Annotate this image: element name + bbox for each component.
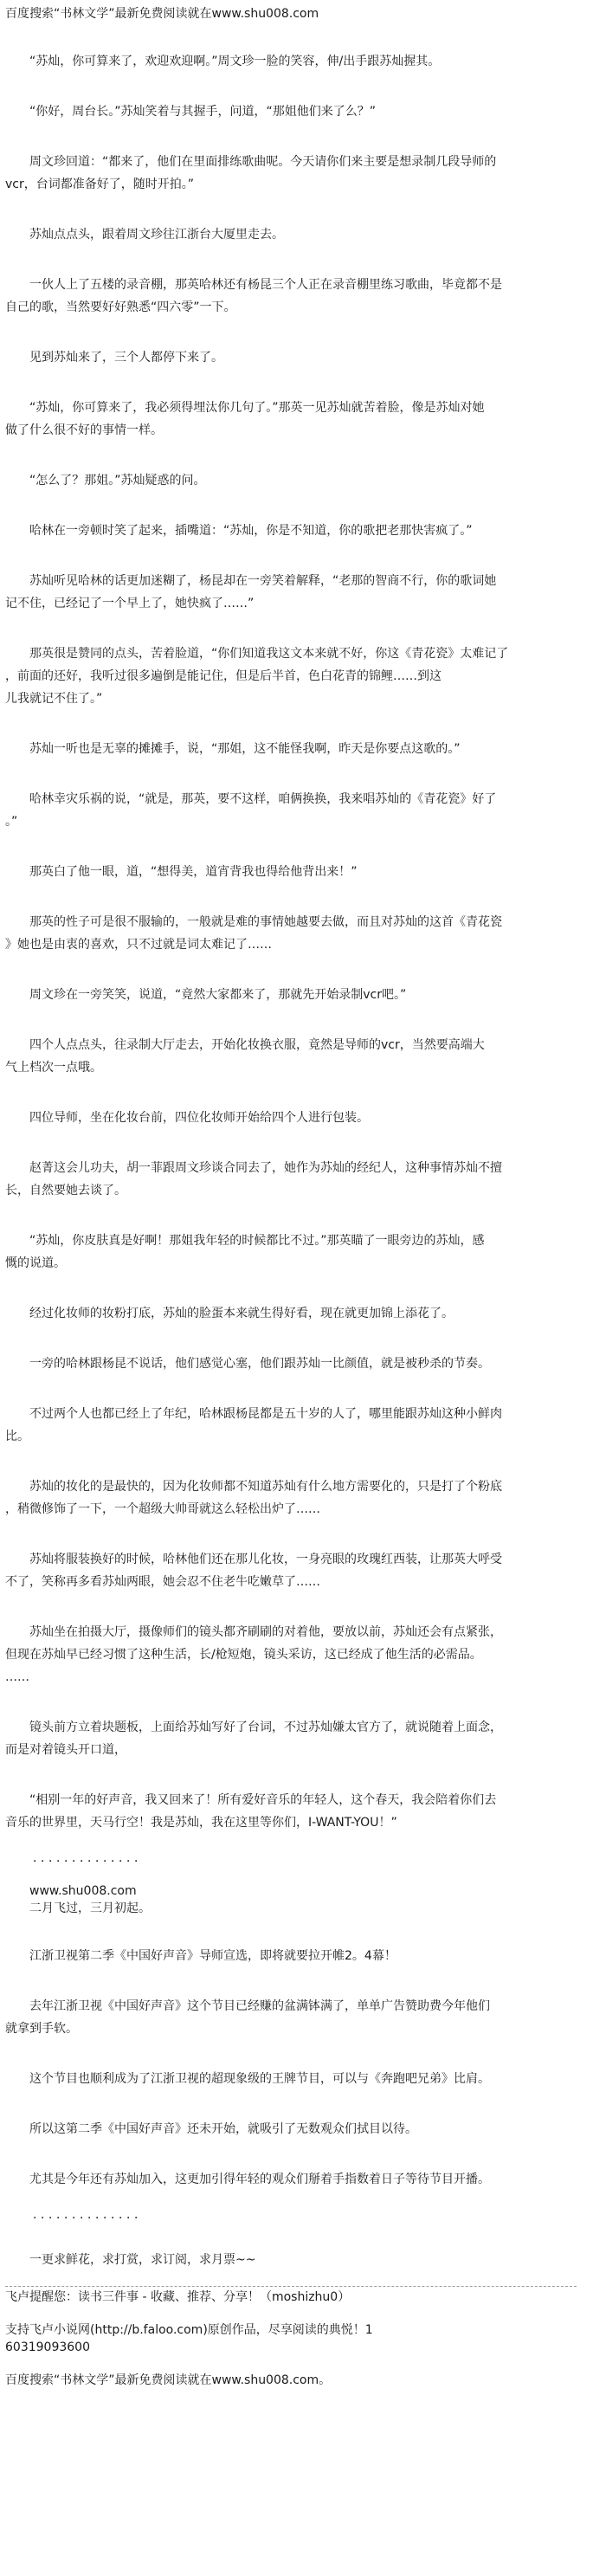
paragraph-line: …… [5,1670,29,1684]
chapter-line: 二月飞过，三月初起。 [5,1901,151,1915]
paragraph-line: 那英的性子可是很不服输的，一般就是难的事情她越要去做，而且对苏灿的这首《青花瓷 [5,915,502,929]
paragraph-line: 苏灿的妆化的是最快的，因为化妆师都不知道苏灿有什么地方需要化的，只是打了个粉底 [5,1480,502,1494]
paragraph [5,50,597,73]
paragraph-line: 尤其是今年还有苏灿加入，这更加引得年轻的观众们掰着手指数着日子等待节目开播。 [5,2172,490,2186]
paragraph [5,2068,597,2090]
paragraph [5,1353,597,1375]
footer-banner: 百度搜索“书林文学”最新免费阅读就在www.shu008.com。 [5,2373,332,2387]
paragraph [5,1995,597,2040]
paragraph-line: 这个节目也顺利成为了江浙卫视的超现象级的王牌节目，可以与《奔跑吧兄弟》比肩。 [5,2072,490,2086]
paragraph-line: 那英很是赞同的点头，苦着脸道，“你们知道我这文本来就不好，你这《青花瓷》太难记了 [5,647,509,661]
paragraph-line: 所以这第二季《中国好声音》还未开始，就吸引了无数观众们拭目以待。 [5,2122,417,2136]
paragraph-line: “苏灿，你可算来了，我必须得埋汰你几句了。”那英一见苏灿就苦着脸，像是苏灿对她 [5,401,485,415]
paragraph [5,100,597,123]
paragraph-line: 做了什么很不好的事情一样。 [5,423,163,437]
paragraph-line: “苏灿，你可算来了，欢迎欢迎啊。”周文珍一脸的笑容，伸/出手跟苏灿握其。 [5,55,441,68]
paragraph-line: 镜头前方立着块题板，上面给苏灿写好了台词，不过苏灿嫌太官方了，就说随着上面念， [5,1721,502,1734]
paragraph-line: 去年江浙卫视《中国好声音》这个节目已经赚的盆满钵满了，单单广告赞助费今年他们 [5,1999,490,2013]
article-body [5,23,597,1834]
paragraph [5,1621,597,1688]
site-line: www.shu008.com [5,1884,137,1898]
paragraph-line: 慨的说道。 [5,1256,66,1270]
paragraph-line: 自己的歌，当然要好好熟悉“四六零”一下。 [5,300,236,314]
paragraph-line: 苏灿听见哈林的话更加迷糊了，杨昆却在一旁笑着解释，“老那的智商不行，你的歌词她 [5,574,497,588]
paragraph [5,738,597,760]
paragraph [5,861,597,883]
paragraph-line: 不了，笑称再多看苏灿两眼，她会忍不住老牛吃嫩草了…… [5,1575,320,1589]
paragraph [5,223,597,246]
paragraph-line: 苏灿一听也是无辜的摊摊手，说，“那姐，这不能怪我啊，昨天是你要点这歌的。” [5,742,461,756]
paragraph-line: 哈林幸灾乐祸的说，“就是，那英，要不这样，咱俩换换，我来唱苏灿的《青花瓷》好了 [5,792,497,806]
paragraph-line: 周文珍回道：“都来了，他们在里面排练歌曲呢。今天请你们来主要是想录制几段导师的 [5,155,497,169]
paragraph-line: ，稍微修饰了一下，一个超级大帅哥就这么轻松出炉了…… [5,1502,320,1516]
paragraph [5,1034,597,1079]
paragraph-line: 赵菁这会儿功夫，胡一菲跟周文珍谈合同去了，她作为苏灿的经纪人，这种事情苏灿不擅 [5,1161,502,1175]
paragraph-line: 音乐的世界里，天马行空！我是苏灿，我在这里等你们，I-WANT-YOU！” [5,1816,397,1830]
paragraph-line: 。” [5,815,18,829]
paragraph-line: 一旁的哈林跟杨昆不说话，他们感觉心塞，他们跟苏灿一比颜值，就是被秒杀的节奏。 [5,1357,490,1371]
paragraph-line: 儿我就记不住了。” [5,692,103,706]
paragraph [5,570,597,615]
closing-line: 一更求鲜花，求打赏，求订阅，求月票~~ [5,2253,256,2267]
paragraph [5,2168,597,2191]
paragraph-line: 而是对着镜头开口道， [5,1743,126,1757]
paragraph [5,1230,597,1275]
paragraph-line: 江浙卫视第二季《中国好声音》导师宣选，即将就要拉开帷2。4幕！ [5,1949,396,1963]
paragraph [5,1302,597,1325]
paragraph-line: 》她也是由衷的喜欢，只不过就是词太难记了…… [5,938,272,952]
paragraph-line: vcr，台词都准备好了，随时开拍。” [5,178,194,191]
paragraph-line: “相别一年的好声音，我又回来了！所有爱好音乐的年轻人，这个春天，我会陪着你们去 [5,1793,497,1807]
paragraph-line: 不过两个人也都已经上了年纪，哈林跟杨昆都是五十岁的人了，哪里能跟苏灿这种小鲜肉 [5,1407,502,1421]
paragraph [5,397,597,442]
paragraph [5,1157,597,1202]
header-banner: 百度搜索“书林文学”最新免费阅读就在www.shu008.com [5,7,319,21]
paragraph [5,642,597,710]
paragraph-line: 比。 [5,1430,29,1443]
paragraph-line: 见到苏灿来了，三个人都停下来了。 [5,351,223,365]
paragraph-line: 记不住，已经记了一个早上了，她快疯了……” [5,597,255,610]
paragraph-line: 就拿到手软。 [5,2022,78,2036]
paragraph [5,1403,597,1448]
paragraph [5,984,597,1006]
paragraph-line: 周文珍在一旁笑笑，说道，“竟然大家都来了，那就先开始录制vcr吧。” [5,988,407,1002]
paragraph [5,2118,597,2140]
paragraph-line: 长，自然要她去谈了。 [5,1184,126,1198]
paragraph [5,469,597,492]
reminder-line: 飞卢提醒您：读书三件事 - 收藏、推荐、分享！（moshizhu0） [5,2290,351,2304]
paragraph [5,1548,597,1593]
paragraph-line: 哈林在一旁顿时笑了起来，插嘴道：“苏灿，你是不知道，你的歌把老那快害疯了。” [5,524,473,538]
paragraph-line: 四个人点点头，往录制大厅走去，开始化妆换衣服，竟然是导师的vcr，当然要高端大 [5,1038,485,1052]
separator-dots-2: ．．．．．．．．．．．．．． [5,2208,148,2222]
paragraph-line: 苏灿点点头，跟着周文珍往江浙台大厦里走去。 [5,228,284,242]
paragraph [5,151,597,196]
support-line-2: 60319093600 [5,2340,90,2354]
paragraph-line: ，前面的还好，我听过很多遍倒是能记住，但是后半首，色白花青的锦鲤……到这 [5,669,442,683]
paragraph-line: “苏灿，你皮肤真是好啊！那姐我年轻的时候都比不过。”那英瞄了一眼旁边的苏灿，感 [5,1234,485,1248]
paragraph-line: 一伙人上了五楼的录音棚，那英哈林还有杨昆三个人正在录音棚里练习歌曲，毕竟都不是 [5,278,502,292]
paragraph-line: 经过化妆师的妆粉打底，苏灿的脸蛋本来就生得好看，现在就更加锦上添花了。 [5,1307,454,1320]
paragraph [5,1716,597,1761]
paragraph-line: 苏灿将服装换好的时候，哈林他们还在那儿化妆，一身亮眼的玫瑰红西装，让那英大呼受 [5,1553,502,1566]
dashed-divider [5,2286,577,2287]
paragraph-line: “怎么了？那姐。”苏灿疑惑的问。 [5,474,206,487]
paragraph [5,911,597,956]
paragraph [5,520,597,542]
paragraph [5,274,597,319]
paragraph-line: 气上档次一点哦。 [5,1061,102,1075]
paragraph [5,346,597,369]
paragraph [5,1789,597,1834]
article-body-2 [5,1917,597,2191]
paragraph [5,1475,597,1520]
paragraph-line: “你好，周台长。”苏灿笑着与其握手，问道，“那姐他们来了么？” [5,105,377,119]
paragraph-line: 但现在苏灿早已经习惯了这种生活，长/枪短炮，镜头采访，这已经成了他生活的必需品。 [5,1648,482,1662]
separator-dots: ．．．．．．．．．．．．．． [5,1851,148,1865]
paragraph [5,1945,597,1967]
paragraph [5,1107,597,1129]
paragraph-line: 苏灿坐在拍摄大厅，摄像师们的镜头都齐刷刷的对着他，要放以前，苏灿还会有点紧张， [5,1625,502,1639]
support-line-1: 支持飞卢小说网(http://b.faloo.com)原创作品，尽享阅读的典悦！1 [5,2323,373,2337]
paragraph-line: 那英白了他一眼，道，“想得美，道宵背我也得给他背出来！” [5,865,358,879]
paragraph-line: 四位导师，坐在化妆台前，四位化妆师开始给四个人进行包装。 [5,1111,369,1125]
paragraph [5,788,597,833]
